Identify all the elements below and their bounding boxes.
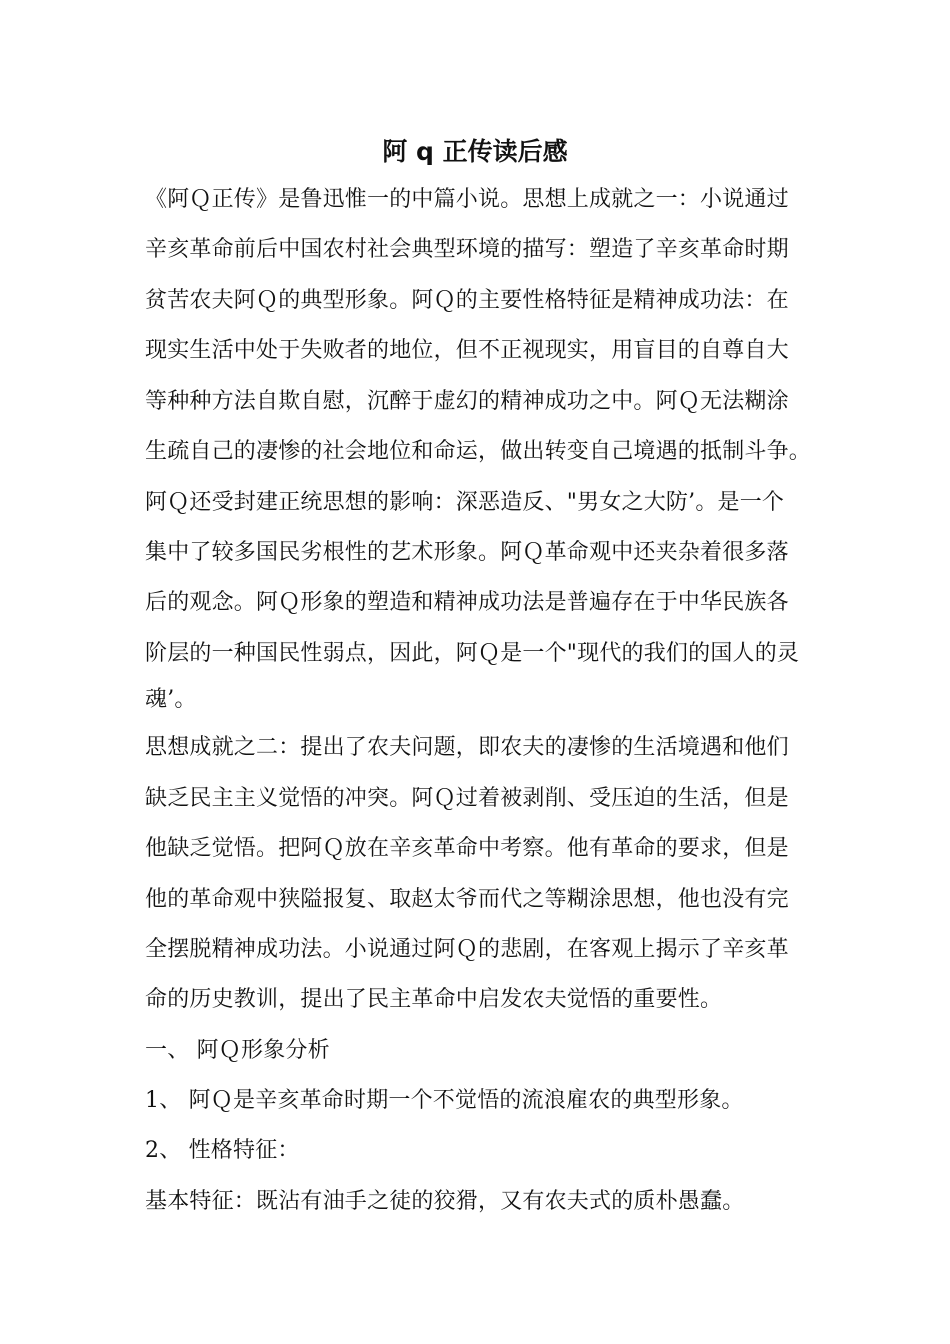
body-line: 基本特征：既沾有油手之徒的狡猾，又有农夫式的质朴愚蠢。	[145, 1189, 745, 1214]
body-line: 集中了较多国民劣根性的艺术形象。阿Ｑ革命观中还夹杂着很多落	[145, 540, 789, 565]
body-line: 后的观念。阿Ｑ形象的塑造和精神成功法是普遍存在于中华民族各	[145, 590, 789, 615]
body-line: 全摆脱精神成功法。小说通过阿Ｑ的悲剧，在客观上揭示了辛亥革	[145, 937, 789, 962]
body-line: 辛亥革命前后中国农村社会典型环境的描写：塑造了辛亥革命时期	[145, 237, 789, 262]
body-line: 阶层的一种国民性弱点，因此，阿Ｑ是一个"现代的我们的国人的灵	[145, 641, 800, 666]
page-title: 阿 q 正传读后感	[382, 137, 568, 166]
list-item: 2、 性格特征：	[145, 1138, 300, 1163]
body-line: 贫苦农夫阿Ｑ的典型形象。阿Ｑ的主要性格特征是精神成功法：在	[145, 288, 789, 313]
body-line: 他的革命观中狭隘报复、取赵太爷而代之等糊涂思想，他也没有完	[145, 887, 789, 912]
body-line: 魂’。	[145, 687, 197, 712]
body-line: 缺乏民主主义觉悟的冲突。阿Ｑ过着被剥削、受压迫的生活，但是	[145, 786, 789, 811]
section-heading: 一、 阿Ｑ形象分析	[145, 1038, 330, 1063]
body-line: 他缺乏觉悟。把阿Ｑ放在辛亥革命中考察。他有革命的要求，但是	[145, 836, 789, 861]
body-line: 命的历史教训，提出了民主革命中启发农夫觉悟的重要性。	[145, 987, 723, 1012]
body-line: 等种种方法自欺自慰，沉醉于虚幻的精神成功之中。阿Ｑ无法糊涂	[145, 389, 789, 414]
body-line: 现实生活中处于失败者的地位，但不正视现实，用盲目的自尊自大	[145, 338, 789, 363]
list-item: 1、 阿Ｑ是辛亥革命时期一个不觉悟的流浪雇农的典型形象。	[145, 1088, 744, 1113]
body-line: 阿Ｑ还受封建正统思想的影响：深恶造反、"男女之大防’。是一个	[145, 490, 785, 515]
body-line: 思想成就之二：提出了农夫问题，即农夫的凄惨的生活境遇和他们	[145, 735, 789, 760]
body-line: 《阿Ｑ正传》是鲁迅惟一的中篇小说。思想上成就之一：小说通过	[145, 187, 789, 212]
body-line: 生疏自己的凄惨的社会地位和命运，做出转变自己境遇的抵制斗争。	[145, 439, 812, 464]
